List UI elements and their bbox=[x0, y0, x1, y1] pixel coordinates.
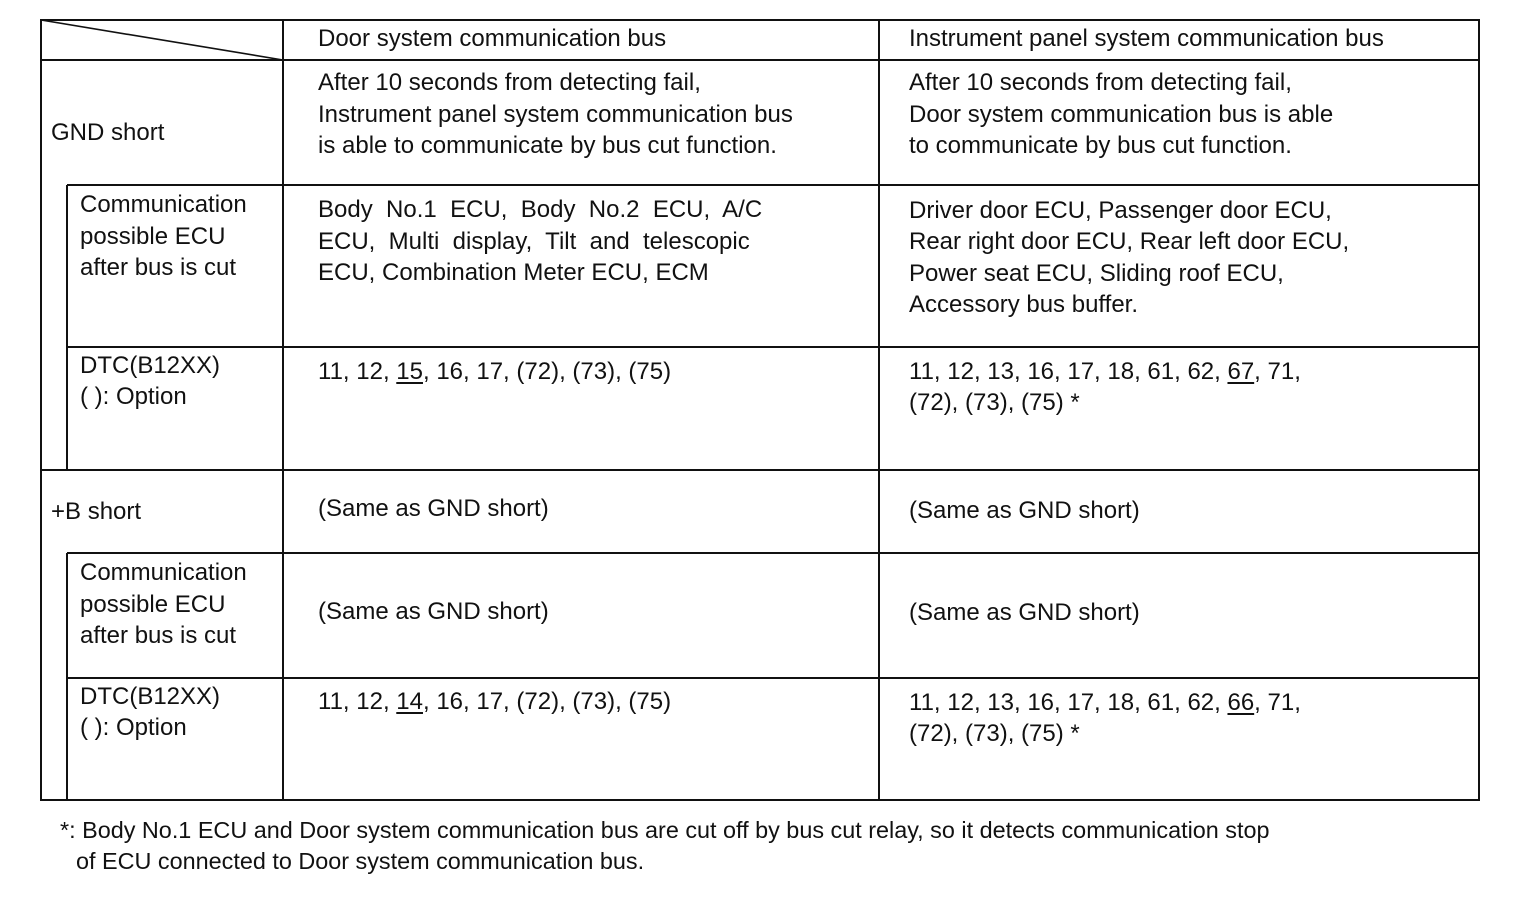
gnd-dtc-instrument-codes: 11, 12, 13, 16, 17, 18, 61, 62, 67, 71, bbox=[909, 358, 1301, 385]
header-instrument-bus: Instrument panel system communication bus bbox=[909, 25, 1384, 52]
b-ecu-instrument-text: (Same as GND short) bbox=[909, 599, 1140, 626]
b-short-instrument-text: (Same as GND short) bbox=[909, 497, 1140, 524]
gnd-dtc-door-codes: 11, 12, 15, 16, 17, (72), (73), (75) bbox=[318, 358, 672, 385]
b-dtc-instrument-codes: 11, 12, 13, 16, 17, 18, 61, 62, 66, 71, bbox=[909, 689, 1301, 716]
indent-divider-bshort bbox=[66, 553, 68, 800]
col-divider-door bbox=[878, 20, 880, 800]
b-ecu-door-text: (Same as GND short) bbox=[318, 598, 549, 625]
b-dtc-door-codes: 11, 12, 14, 16, 17, (72), (73), (75) bbox=[318, 688, 672, 715]
row-divider-header bbox=[41, 59, 1479, 61]
row-divider-b-ecu bbox=[67, 552, 1479, 554]
header-corner-diagonal bbox=[41, 20, 283, 60]
footnote-line-1: *: Body No.1 ECU and Door system communication bus are cut off by bus cut relay, so it detects communication stop bbox=[60, 817, 1270, 843]
gnd-dtc-instrument-codes-line2: (72), (73), (75) * bbox=[909, 389, 1080, 416]
b-dtc-door-highlight: 14 bbox=[396, 688, 423, 715]
row-divider-gnd-ecu bbox=[67, 184, 1479, 186]
row-divider-gnd-dtc bbox=[67, 346, 1479, 348]
gnd-short-label: GND short bbox=[51, 119, 165, 146]
b-dtc-instrument-codes-line2: (72), (73), (75) * bbox=[909, 720, 1080, 747]
indent-divider-gnd bbox=[66, 185, 68, 469]
b-short-door-text: (Same as GND short) bbox=[318, 495, 549, 522]
b-short-label: +B short bbox=[51, 498, 142, 525]
row-divider-b-dtc bbox=[67, 677, 1479, 679]
col-divider-label bbox=[282, 20, 284, 800]
gnd-dtc-door-highlight: 15 bbox=[396, 358, 423, 385]
footnote-line-2: of ECU connected to Door system communication bus. bbox=[76, 848, 645, 874]
header-door-bus: Door system communication bus bbox=[318, 25, 667, 52]
gnd-dtc-instrument-highlight: 67 bbox=[1227, 358, 1255, 385]
row-divider-bshort bbox=[41, 469, 1479, 471]
b-dtc-instrument-highlight: 66 bbox=[1227, 689, 1255, 716]
